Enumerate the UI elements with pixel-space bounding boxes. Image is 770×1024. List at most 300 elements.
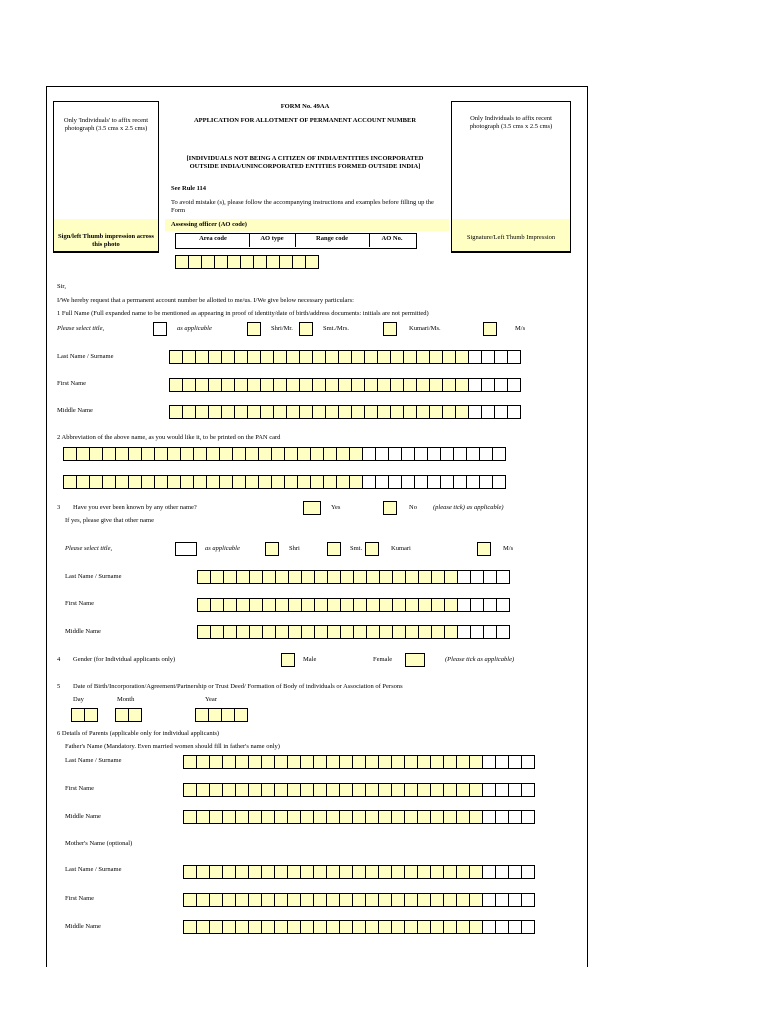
char-cell[interactable] [274,783,288,797]
q4-female-checkbox[interactable] [405,653,425,667]
char-cell[interactable] [182,405,196,419]
char-cell[interactable] [327,598,341,612]
char-cell[interactable] [232,475,246,489]
char-cell[interactable] [508,783,522,797]
char-cell[interactable] [273,350,287,364]
char-cell[interactable] [483,570,497,584]
char-cell[interactable] [427,447,441,461]
char-cell[interactable] [195,405,209,419]
char-cell[interactable] [468,350,482,364]
char-cell[interactable] [404,920,418,934]
char-cell[interactable] [154,447,168,461]
char-cell[interactable] [223,625,237,639]
char-cell[interactable] [180,475,194,489]
char-cell[interactable] [258,475,272,489]
char-cell[interactable] [495,865,509,879]
char-cell[interactable] [339,865,353,879]
char-cell[interactable] [430,783,444,797]
mother-middle-name-cells[interactable] [183,920,534,934]
char-cell[interactable] [219,447,233,461]
char-cell[interactable] [482,893,496,907]
char-cell[interactable] [430,893,444,907]
char-cell[interactable] [339,920,353,934]
char-cell[interactable] [469,755,483,769]
char-cell[interactable] [365,810,379,824]
char-cell[interactable] [482,865,496,879]
char-cell[interactable] [196,783,210,797]
char-cell[interactable] [326,865,340,879]
char-cell[interactable] [456,783,470,797]
mother-first-name-cells[interactable] [183,893,534,907]
char-cell[interactable] [223,598,237,612]
char-cell[interactable] [353,598,367,612]
char-cell[interactable] [390,405,404,419]
char-cell[interactable] [375,447,389,461]
char-cell[interactable] [481,378,495,392]
char-cell[interactable] [206,475,220,489]
char-cell[interactable] [247,350,261,364]
char-cell[interactable] [377,350,391,364]
char-cell[interactable] [326,893,340,907]
char-cell[interactable] [377,405,391,419]
dob-year-cells[interactable] [195,708,247,722]
char-cell[interactable] [325,350,339,364]
char-cell[interactable] [430,865,444,879]
char-cell[interactable] [479,475,493,489]
char-cell[interactable] [365,783,379,797]
char-cell[interactable] [299,350,313,364]
char-cell[interactable] [313,893,327,907]
char-cell[interactable] [508,755,522,769]
char-cell[interactable] [314,598,328,612]
char-cell[interactable] [340,570,354,584]
char-cell[interactable] [274,755,288,769]
char-cell[interactable] [63,447,77,461]
char-cell[interactable] [221,405,235,419]
char-cell[interactable] [508,893,522,907]
last-name-cells[interactable] [169,350,520,364]
char-cell[interactable] [284,475,298,489]
char-cell[interactable] [201,255,215,269]
char-cell[interactable] [235,783,249,797]
char-cell[interactable] [417,755,431,769]
char-cell[interactable] [167,475,181,489]
char-cell[interactable] [314,625,328,639]
char-cell[interactable] [313,865,327,879]
char-cell[interactable] [455,378,469,392]
char-cell[interactable] [417,920,431,934]
char-cell[interactable] [364,350,378,364]
char-cell[interactable] [247,378,261,392]
char-cell[interactable] [235,893,249,907]
char-cell[interactable] [456,920,470,934]
char-cell[interactable] [288,598,302,612]
char-cell[interactable] [240,255,254,269]
char-cell[interactable] [222,893,236,907]
char-cell[interactable] [312,350,326,364]
title-checkbox-ms[interactable] [383,322,397,336]
char-cell[interactable] [323,475,337,489]
char-cell[interactable] [440,475,454,489]
char-cell[interactable] [339,755,353,769]
char-cell[interactable] [262,570,276,584]
char-cell[interactable] [378,810,392,824]
char-cell[interactable] [495,755,509,769]
char-cell[interactable] [429,378,443,392]
char-cell[interactable] [273,405,287,419]
char-cell[interactable] [352,783,366,797]
char-cell[interactable] [482,920,496,934]
char-cell[interactable] [234,378,248,392]
char-cell[interactable] [431,570,445,584]
dob-month-cells[interactable] [115,708,141,722]
char-cell[interactable] [521,810,535,824]
char-cell[interactable] [210,570,224,584]
char-cell[interactable] [236,598,250,612]
char-cell[interactable] [271,475,285,489]
char-cell[interactable] [301,625,315,639]
char-cell[interactable] [273,378,287,392]
char-cell[interactable] [469,865,483,879]
char-cell[interactable] [351,350,365,364]
char-cell[interactable] [249,598,263,612]
char-cell[interactable] [261,755,275,769]
char-cell[interactable] [495,920,509,934]
char-cell[interactable] [221,378,235,392]
char-cell[interactable] [299,405,313,419]
char-cell[interactable] [286,405,300,419]
char-cell[interactable] [327,570,341,584]
char-cell[interactable] [325,378,339,392]
char-cell[interactable] [232,447,246,461]
char-cell[interactable] [313,755,327,769]
char-cell[interactable] [275,570,289,584]
char-cell[interactable] [349,475,363,489]
char-cell[interactable] [457,570,471,584]
char-cell[interactable] [470,625,484,639]
char-cell[interactable] [494,350,508,364]
char-cell[interactable] [115,447,129,461]
char-cell[interactable] [453,447,467,461]
char-cell[interactable] [404,810,418,824]
char-cell[interactable] [379,570,393,584]
father-first-name-cells[interactable] [183,783,534,797]
char-cell[interactable] [245,447,259,461]
char-cell[interactable] [248,783,262,797]
char-cell[interactable] [388,475,402,489]
q3-title-checkbox-firm[interactable] [477,542,491,556]
char-cell[interactable] [364,405,378,419]
char-cell[interactable] [287,920,301,934]
char-cell[interactable] [245,475,259,489]
char-cell[interactable] [208,708,222,722]
char-cell[interactable] [496,570,510,584]
char-cell[interactable] [261,865,275,879]
char-cell[interactable] [404,893,418,907]
char-cell[interactable] [431,625,445,639]
char-cell[interactable] [209,893,223,907]
char-cell[interactable] [391,865,405,879]
char-cell[interactable] [453,475,467,489]
char-cell[interactable] [442,405,456,419]
char-cell[interactable] [260,378,274,392]
char-cell[interactable] [340,625,354,639]
middle-name-cells[interactable] [169,405,520,419]
char-cell[interactable] [313,920,327,934]
char-cell[interactable] [378,893,392,907]
char-cell[interactable] [248,865,262,879]
char-cell[interactable] [378,865,392,879]
char-cell[interactable] [417,893,431,907]
char-cell[interactable] [340,598,354,612]
char-cell[interactable] [235,810,249,824]
char-cell[interactable] [287,783,301,797]
char-cell[interactable] [312,405,326,419]
char-cell[interactable] [196,810,210,824]
char-cell[interactable] [416,405,430,419]
char-cell[interactable] [379,598,393,612]
char-cell[interactable] [442,350,456,364]
abbrev-row-1[interactable] [63,447,505,461]
char-cell[interactable] [222,783,236,797]
char-cell[interactable] [209,755,223,769]
char-cell[interactable] [366,570,380,584]
char-cell[interactable] [364,378,378,392]
char-cell[interactable] [248,810,262,824]
char-cell[interactable] [495,893,509,907]
char-cell[interactable] [196,893,210,907]
char-cell[interactable] [479,447,493,461]
char-cell[interactable] [235,865,249,879]
char-cell[interactable] [236,570,250,584]
mother-last-name-cells[interactable] [183,865,534,879]
char-cell[interactable] [365,755,379,769]
char-cell[interactable] [248,920,262,934]
char-cell[interactable] [521,893,535,907]
char-cell[interactable] [429,405,443,419]
char-cell[interactable] [196,865,210,879]
char-cell[interactable] [470,570,484,584]
char-cell[interactable] [299,378,313,392]
char-cell[interactable] [154,475,168,489]
char-cell[interactable] [310,475,324,489]
char-cell[interactable] [456,893,470,907]
char-cell[interactable] [128,708,142,722]
char-cell[interactable] [469,783,483,797]
char-cell[interactable] [89,447,103,461]
char-cell[interactable] [141,447,155,461]
char-cell[interactable] [443,920,457,934]
char-cell[interactable] [284,447,298,461]
char-cell[interactable] [195,350,209,364]
char-cell[interactable] [274,865,288,879]
char-cell[interactable] [223,570,237,584]
char-cell[interactable] [115,708,129,722]
abbrev-row-2[interactable] [63,475,505,489]
title-checkbox-blank[interactable] [153,322,167,336]
char-cell[interactable] [457,598,471,612]
char-cell[interactable] [102,447,116,461]
char-cell[interactable] [261,783,275,797]
char-cell[interactable] [352,810,366,824]
char-cell[interactable] [208,378,222,392]
char-cell[interactable] [258,447,272,461]
char-cell[interactable] [351,405,365,419]
char-cell[interactable] [338,378,352,392]
char-cell[interactable] [362,475,376,489]
char-cell[interactable] [300,810,314,824]
char-cell[interactable] [219,475,233,489]
char-cell[interactable] [197,598,211,612]
char-cell[interactable] [457,625,471,639]
char-cell[interactable] [313,810,327,824]
title-checkbox-ms-firm[interactable] [483,322,497,336]
char-cell[interactable] [169,405,183,419]
char-cell[interactable] [222,755,236,769]
char-cell[interactable] [444,570,458,584]
char-cell[interactable] [260,350,274,364]
title-checkbox-mr[interactable] [247,322,261,336]
char-cell[interactable] [102,475,116,489]
char-cell[interactable] [456,810,470,824]
char-cell[interactable] [128,447,142,461]
char-cell[interactable] [339,783,353,797]
char-cell[interactable] [417,783,431,797]
char-cell[interactable] [404,783,418,797]
char-cell[interactable] [351,378,365,392]
char-cell[interactable] [468,378,482,392]
q3-first-name-cells[interactable] [197,598,509,612]
char-cell[interactable] [234,405,248,419]
char-cell[interactable] [249,570,263,584]
char-cell[interactable] [404,865,418,879]
char-cell[interactable] [193,475,207,489]
char-cell[interactable] [508,920,522,934]
char-cell[interactable] [195,378,209,392]
char-cell[interactable] [222,920,236,934]
char-cell[interactable] [222,810,236,824]
char-cell[interactable] [292,255,306,269]
char-cell[interactable] [443,783,457,797]
char-cell[interactable] [209,783,223,797]
char-cell[interactable] [353,625,367,639]
char-cell[interactable] [483,598,497,612]
char-cell[interactable] [403,378,417,392]
char-cell[interactable] [235,920,249,934]
char-cell[interactable] [366,625,380,639]
char-cell[interactable] [196,920,210,934]
char-cell[interactable] [305,255,319,269]
char-cell[interactable] [469,810,483,824]
char-cell[interactable] [390,378,404,392]
char-cell[interactable] [391,755,405,769]
char-cell[interactable] [430,810,444,824]
char-cell[interactable] [300,865,314,879]
char-cell[interactable] [180,447,194,461]
char-cell[interactable] [197,570,211,584]
char-cell[interactable] [482,755,496,769]
char-cell[interactable] [262,625,276,639]
char-cell[interactable] [274,893,288,907]
char-cell[interactable] [338,405,352,419]
char-cell[interactable] [183,755,197,769]
char-cell[interactable] [312,378,326,392]
char-cell[interactable] [362,447,376,461]
char-cell[interactable] [507,378,521,392]
char-cell[interactable] [496,598,510,612]
char-cell[interactable] [326,755,340,769]
char-cell[interactable] [253,255,267,269]
char-cell[interactable] [175,255,189,269]
char-cell[interactable] [182,378,196,392]
char-cell[interactable] [444,598,458,612]
char-cell[interactable] [496,625,510,639]
father-middle-name-cells[interactable] [183,810,534,824]
char-cell[interactable] [495,810,509,824]
char-cell[interactable] [71,708,85,722]
char-cell[interactable] [287,810,301,824]
char-cell[interactable] [195,708,209,722]
char-cell[interactable] [300,920,314,934]
char-cell[interactable] [416,350,430,364]
char-cell[interactable] [210,598,224,612]
char-cell[interactable] [414,475,428,489]
char-cell[interactable] [286,350,300,364]
char-cell[interactable] [286,378,300,392]
char-cell[interactable] [336,447,350,461]
char-cell[interactable] [352,755,366,769]
char-cell[interactable] [167,447,181,461]
char-cell[interactable] [301,598,315,612]
char-cell[interactable] [339,810,353,824]
char-cell[interactable] [209,810,223,824]
char-cell[interactable] [287,755,301,769]
q3-yes-checkbox[interactable] [303,501,321,515]
char-cell[interactable] [391,810,405,824]
char-cell[interactable] [443,865,457,879]
q3-middle-name-cells[interactable] [197,625,509,639]
char-cell[interactable] [379,625,393,639]
char-cell[interactable] [89,475,103,489]
char-cell[interactable] [430,920,444,934]
char-cell[interactable] [209,865,223,879]
char-cell[interactable] [275,625,289,639]
char-cell[interactable] [391,783,405,797]
char-cell[interactable] [301,570,315,584]
char-cell[interactable] [234,350,248,364]
char-cell[interactable] [326,810,340,824]
char-cell[interactable] [209,920,223,934]
char-cell[interactable] [128,475,142,489]
char-cell[interactable] [206,447,220,461]
char-cell[interactable] [262,598,276,612]
char-cell[interactable] [248,755,262,769]
char-cell[interactable] [392,625,406,639]
char-cell[interactable] [456,755,470,769]
char-cell[interactable] [470,598,484,612]
char-cell[interactable] [443,755,457,769]
char-cell[interactable] [247,405,261,419]
char-cell[interactable] [521,865,535,879]
char-cell[interactable] [188,255,202,269]
char-cell[interactable] [391,893,405,907]
char-cell[interactable] [466,475,480,489]
char-cell[interactable] [248,893,262,907]
father-last-name-cells[interactable] [183,755,534,769]
char-cell[interactable] [508,865,522,879]
q3-title-checkbox-shri[interactable] [265,542,279,556]
char-cell[interactable] [227,255,241,269]
